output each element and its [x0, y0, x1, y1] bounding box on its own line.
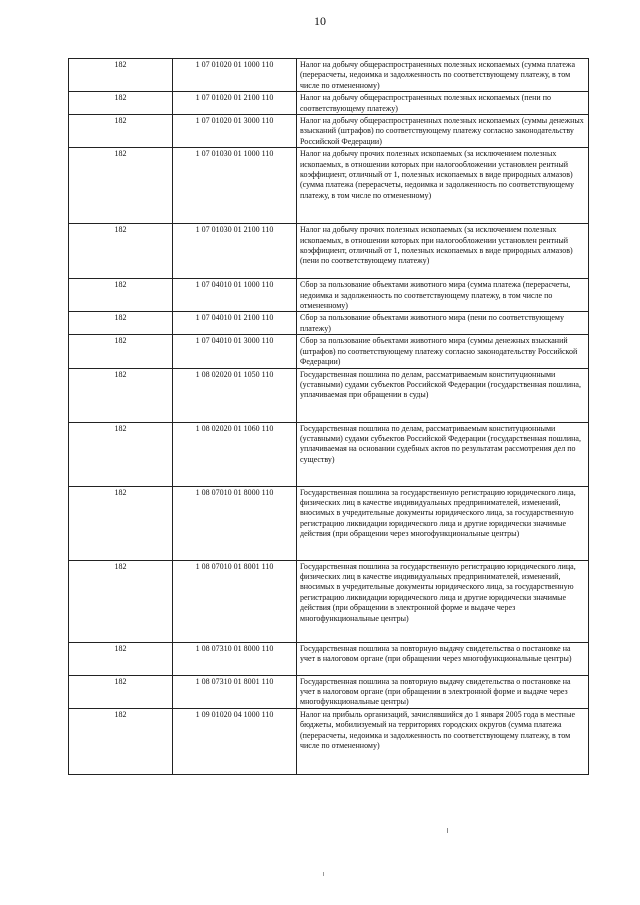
admin-code-cell: 182: [69, 368, 173, 422]
budget-code-cell: 1 07 01020 01 1000 110: [173, 59, 297, 92]
budget-code-cell: 1 09 01020 04 1000 110: [173, 708, 297, 774]
revenue-name-cell: Государственная пошлина за государственную регистрацию юридического лица, физических лиц в качестве индивидуальных предпринимателей, изменений, вносимых в учредительные документы юридического лица, за государственную регистрацию ликвидации юридического лица и другие юридически значимые действия (при обращении в электронной форме и выдаче через многофункциональные центры): [297, 560, 589, 642]
budget-code-cell: 1 07 04010 01 2100 110: [173, 312, 297, 335]
budget-code-cell: 1 08 07310 01 8001 110: [173, 675, 297, 708]
admin-code-cell: 182: [69, 560, 173, 642]
table-row: [69, 92, 589, 115]
admin-code-cell: 182: [69, 224, 173, 279]
revenue-name-cell: Налог на добычу общераспространенных полезных ископаемых (суммы денежных взысканий (штрафов) по соответствующему платежу согласно законодательству Российской Федерации): [297, 115, 589, 148]
budget-code-cell: 1 08 07310 01 8000 110: [173, 642, 297, 675]
scan-mark: [447, 828, 448, 833]
budget-code-cell: 1 08 02020 01 1050 110: [173, 368, 297, 422]
admin-code-cell: 182: [69, 59, 173, 92]
revenue-name-cell: Налог на добычу общераспространенных полезных ископаемых (сумма платежа (перерасчеты, недоимка и задолженность по соответствующему платежу, в том числе по отмененному): [297, 59, 589, 92]
table-row: [69, 279, 589, 312]
admin-code-cell: 182: [69, 115, 173, 148]
admin-code-cell: 182: [69, 312, 173, 335]
revenue-name-cell: Государственная пошлина за государственную регистрацию юридического лица, физических лиц в качестве индивидуальных предпринимателей, изменений, вносимых в учредительные документы юридического лица, за государственную регистрацию ликвидации юридического лица и другие юридически значимые действия (при обращении через многофункциональные центры): [297, 486, 589, 560]
budget-code-cell: 1 08 02020 01 1060 110: [173, 422, 297, 486]
table-row: [69, 486, 589, 560]
admin-code-cell: 182: [69, 148, 173, 224]
revenue-name-cell: Сбор за пользование объектами животного мира (пени по соответствующему платежу): [297, 312, 589, 335]
page-number: 10: [314, 14, 326, 28]
admin-code-cell: 182: [69, 422, 173, 486]
revenue-name-cell: Государственная пошлина за повторную выдачу свидетельства о постановке на учет в налоговом органе (при обращении в электронной форме и выдаче через многофункциональные центры): [297, 675, 589, 708]
budget-code-cell: 1 08 07010 01 8000 110: [173, 486, 297, 560]
budget-code-cell: 1 07 01030 01 1000 110: [173, 148, 297, 224]
admin-code-cell: 182: [69, 335, 173, 368]
admin-code-cell: 182: [69, 92, 173, 115]
revenue-name-cell: Сбор за пользование объектами животного мира (сумма платежа (перерасчеты, недоимка и задолженность по соответствующему платежу, в том числе по отмененному): [297, 279, 589, 312]
table-row: [69, 422, 589, 486]
table-row: [69, 642, 589, 675]
scan-mark: [323, 872, 324, 876]
budget-code-cell: 1 07 04010 01 1000 110: [173, 279, 297, 312]
table-row: [69, 115, 589, 148]
revenue-name-cell: Сбор за пользование объектами животного мира (суммы денежных взысканий (штрафов) по соответствующему платежу согласно законодательству Российской Федерации): [297, 335, 589, 368]
admin-code-cell: 182: [69, 675, 173, 708]
table-row: [69, 59, 589, 92]
budget-code-cell: 1 07 04010 01 3000 110: [173, 335, 297, 368]
revenue-name-cell: Налог на добычу общераспространенных полезных ископаемых (пени по соответствующему платежу): [297, 92, 589, 115]
table-row: [69, 560, 589, 642]
table-row: [69, 335, 589, 368]
table-row: [69, 148, 589, 224]
revenue-name-cell: Государственная пошлина по делам, рассматриваемым конституционными (уставными) судами субъектов Российской Федерации (государственная пошлина, уплачиваемая при обращении в суды): [297, 368, 589, 422]
budget-code-cell: 1 07 01030 01 2100 110: [173, 224, 297, 279]
revenue-name-cell: Государственная пошлина по делам, рассматриваемым конституционными (уставными) судами субъектов Российской Федерации (государственная пошлина, уплачиваемая на основании судебных актов по результатам рассмотрения дел по существу): [297, 422, 589, 486]
admin-code-cell: 182: [69, 486, 173, 560]
table-body: [69, 59, 589, 775]
table-row: [69, 675, 589, 708]
revenue-name-cell: Налог на добычу прочих полезных ископаемых (за исключением полезных ископаемых, в отношении которых при налогообложении установлен рентный коэффициент, отличный от 1, полезных ископаемых в виде природных алмазов) (пени по соответствующему платежу): [297, 224, 589, 279]
table-row: [69, 224, 589, 279]
table-row: [69, 312, 589, 335]
revenue-name-cell: Налог на прибыль организаций, зачислявшийся до 1 января 2005 года в местные бюджеты, мобилизуемый на территориях городских округов (сумма платежа (перерасчеты, недоимка и задолженность по соответствующему платежу, в том числе по отмененному): [297, 708, 589, 774]
revenue-name-cell: Налог на добычу прочих полезных ископаемых (за исключением полезных ископаемых, в отношении которых при налогообложении установлен рентный коэффициент, отличный от 1, полезных ископаемых в виде природных алмазов) (сумма платежа (перерасчеты, недоимка и задолженность по соответствующему платежу, в том числе по отмененному): [297, 148, 589, 224]
admin-code-cell: 182: [69, 279, 173, 312]
table-row: [69, 368, 589, 422]
budget-code-cell: 1 07 01020 01 2100 110: [173, 92, 297, 115]
budget-classification-table: [68, 58, 589, 775]
budget-code-cell: 1 08 07010 01 8001 110: [173, 560, 297, 642]
admin-code-cell: 182: [69, 708, 173, 774]
admin-code-cell: 182: [69, 642, 173, 675]
table-row: [69, 708, 589, 774]
revenue-name-cell: Государственная пошлина за повторную выдачу свидетельства о постановке на учет в налоговом органе (при обращении через многофункциональные центры): [297, 642, 589, 675]
budget-code-cell: 1 07 01020 01 3000 110: [173, 115, 297, 148]
